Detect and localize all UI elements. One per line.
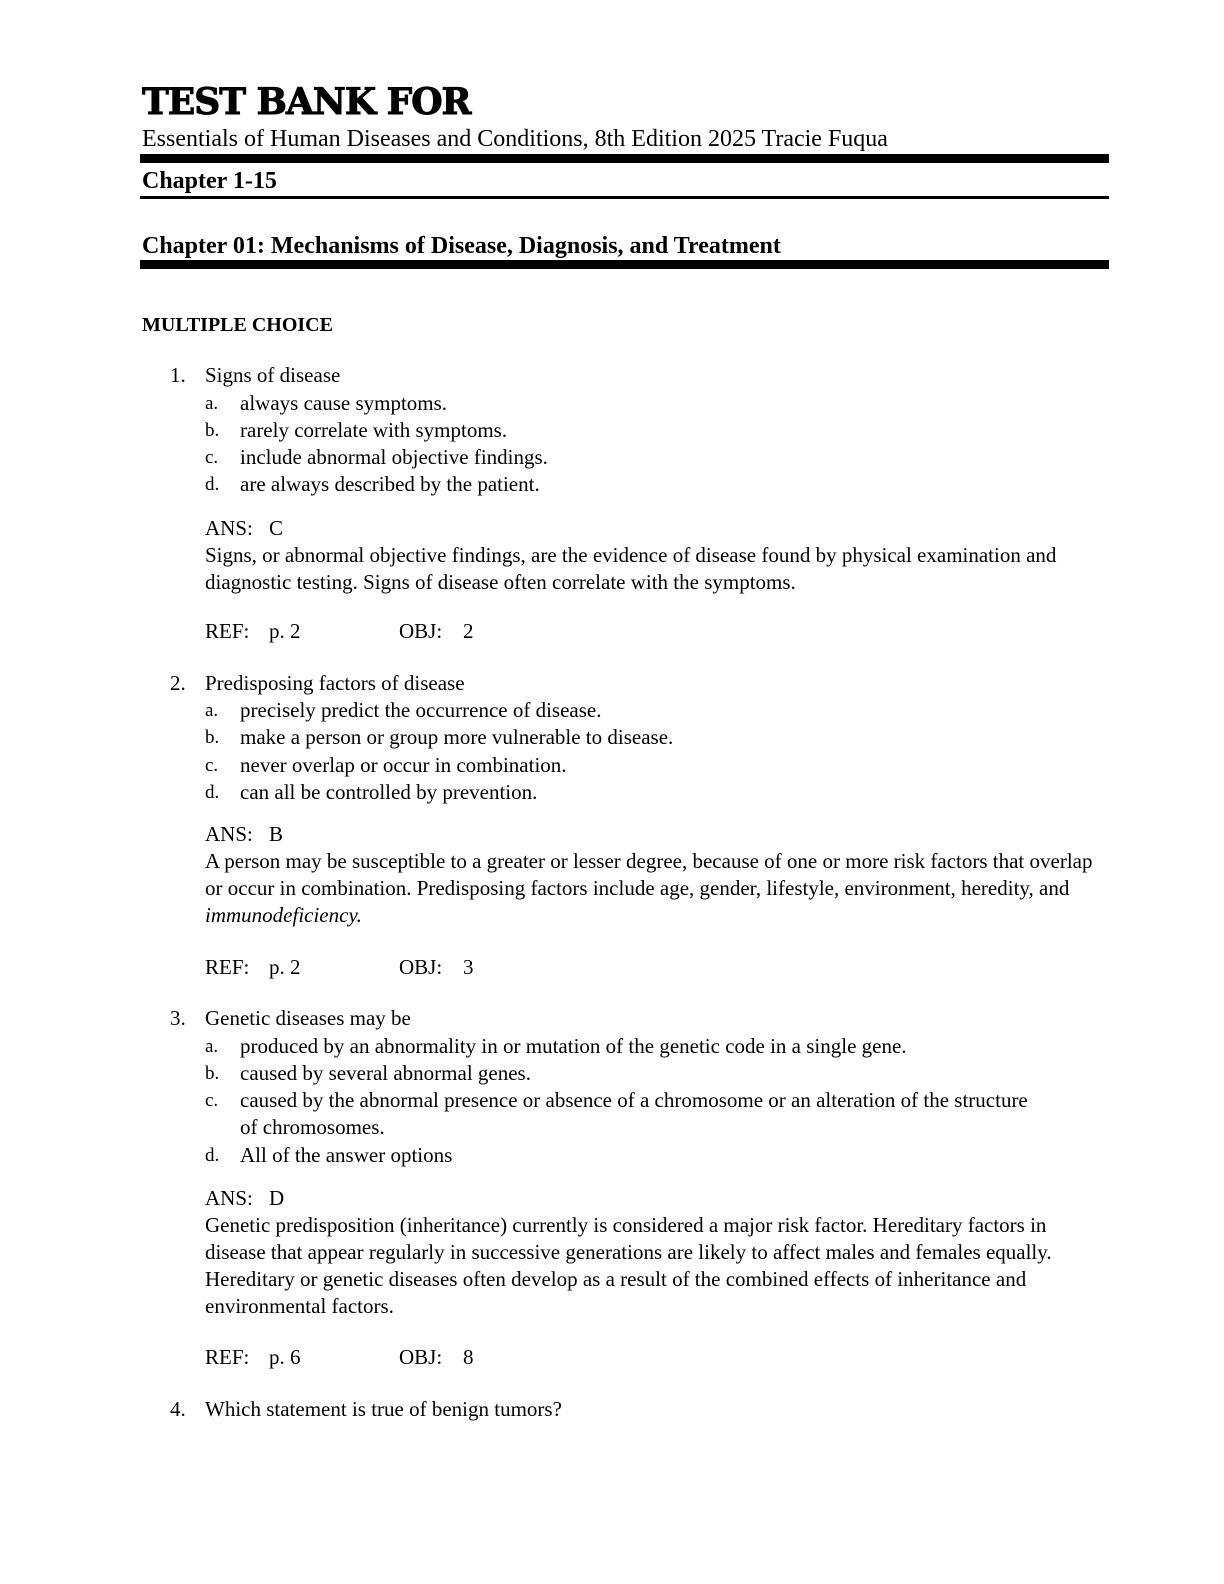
option-text: precisely predict the occurrence of disease. <box>240 698 602 722</box>
question-stem: Genetic diseases may be <box>205 1006 411 1030</box>
answer-label: ANS: <box>205 822 253 846</box>
question-number: 4. <box>170 1397 186 1421</box>
option-text: never overlap or occur in combination. <box>240 753 567 777</box>
reference-line <box>205 618 474 645</box>
chapter-title: Chapter 01: Mechanisms of Disease, Diagnosis, and Treatment <box>142 233 781 259</box>
reference-line <box>205 1344 474 1371</box>
question-stem: Which statement is true of benign tumors? <box>205 1397 562 1421</box>
ref-label: REF: <box>205 1345 250 1369</box>
option-text: always cause symptoms. <box>240 391 448 415</box>
option-letter: a. <box>205 700 219 721</box>
answer-label: ANS: <box>205 1186 253 1210</box>
question-stem: Predisposing factors of disease <box>205 671 465 695</box>
option-letter: b. <box>205 727 220 748</box>
obj-label: OBJ: <box>399 1345 443 1369</box>
answer-rationale: Genetic predisposition (inheritance) currently is considered a major risk factor. Hereditary factors in disease that appear regularly in successive generations are likely to affect males and females equally. Hereditary or genetic diseases often develop as a result of the combined effects of inheritance and environmental factors. <box>205 1213 1052 1318</box>
rationale-emphasis: immunodeficiency. <box>205 903 362 927</box>
option-text: make a person or group more vulnerable to disease. <box>240 725 674 749</box>
option-letter: d. <box>205 1145 220 1166</box>
option-letter: c. <box>205 755 219 776</box>
option-text: are always described by the patient. <box>240 472 540 496</box>
option-text: rarely correlate with symptoms. <box>240 418 508 442</box>
section-heading: MULTIPLE CHOICE <box>142 314 333 336</box>
thin-rule <box>140 196 1109 199</box>
test-bank-banner: TEST BANK FOR <box>142 81 471 123</box>
ref-value: p. 6 <box>269 1345 301 1369</box>
option-letter: d. <box>205 474 220 495</box>
answer-line <box>205 515 283 542</box>
answer-value: C <box>269 516 284 540</box>
obj-label: OBJ: <box>399 619 443 643</box>
ref-value: p. 2 <box>269 619 301 643</box>
book-subtitle: Essentials of Human Diseases and Conditions, 8th Edition 2025 Tracie Fuqua <box>142 126 888 152</box>
ref-label: REF: <box>205 955 250 979</box>
obj-value: 3 <box>463 955 474 979</box>
option-letter: c. <box>205 447 219 468</box>
answer-label: ANS: <box>205 516 253 540</box>
option-letter: b. <box>205 420 220 441</box>
reference-line <box>205 954 474 981</box>
option-letter: a. <box>205 1036 219 1057</box>
option-letter: d. <box>205 782 220 803</box>
question-number: 1. <box>170 363 186 387</box>
option-text: can all be controlled by prevention. <box>240 780 538 804</box>
option-letter: a. <box>205 393 219 414</box>
option-letter: c. <box>205 1090 219 1111</box>
question-number: 3. <box>170 1006 186 1030</box>
thick-rule <box>140 154 1109 163</box>
ref-label: REF: <box>205 619 250 643</box>
ref-value: p. 2 <box>269 955 301 979</box>
option-text: All of the answer options <box>240 1143 453 1167</box>
option-text: caused by several abnormal genes. <box>240 1061 531 1085</box>
rationale-text: A person may be susceptible to a greater or lesser degree, because of one or more risk factors that overlap or occur in combination. Predisposing factors include age, gender, lifestyle, environment, heredity, and <box>205 849 1093 900</box>
answer-rationale <box>205 848 1105 929</box>
chapter-range: Chapter 1-15 <box>142 168 277 194</box>
answer-rationale: Signs, or abnormal objective findings, are the evidence of disease found by physical examination and diagnostic testing. Signs of disease often correlate with the symptoms. <box>205 543 1057 594</box>
obj-value: 2 <box>463 619 474 643</box>
option-text: produced by an abnormality in or mutation of the genetic code in a single gene. <box>240 1034 907 1058</box>
chapter-rule <box>140 260 1109 269</box>
answer-line <box>205 821 283 848</box>
obj-label: OBJ: <box>399 955 443 979</box>
answer-value: B <box>269 822 284 846</box>
question-number: 2. <box>170 671 186 695</box>
question-stem: Signs of disease <box>205 363 341 387</box>
answer-value: D <box>269 1186 285 1210</box>
option-text: caused by the abnormal presence or absence of a chromosome or an alteration of the structure of chromosomes. <box>240 1088 1028 1139</box>
obj-value: 8 <box>463 1345 474 1369</box>
option-text: include abnormal objective findings. <box>240 445 548 469</box>
answer-line <box>205 1185 284 1212</box>
option-letter: b. <box>205 1063 220 1084</box>
